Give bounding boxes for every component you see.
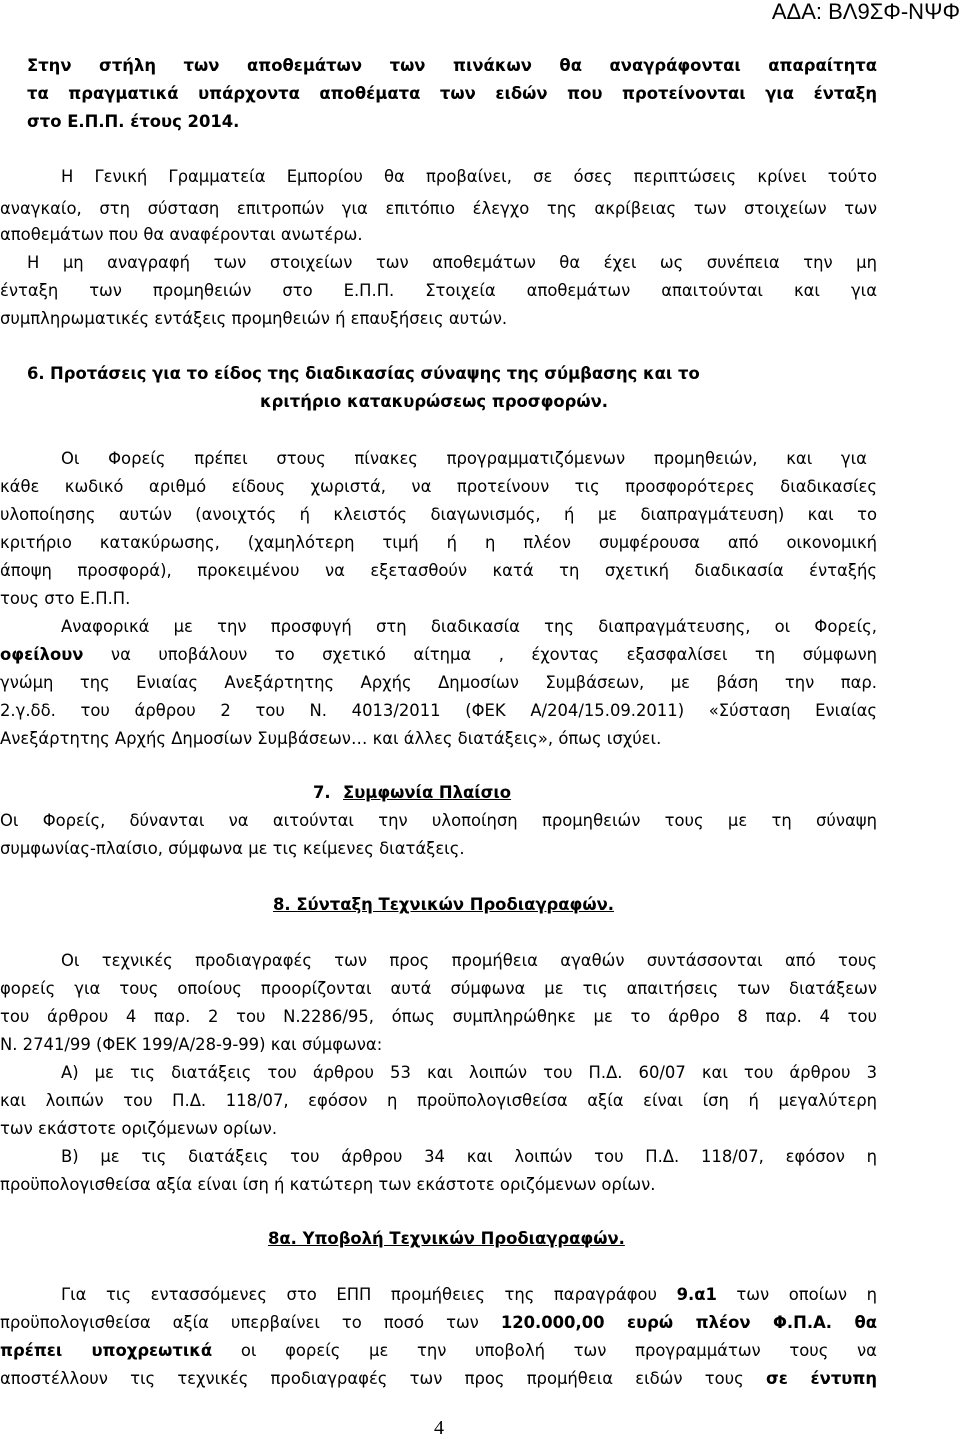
intro-line: τα πραγματικά υπάρχοντα αποθέματα των ειδών που προτείνονται για ένταξη [27,84,877,103]
paragraph-line: υλοποίησης αυτών (ανοιχτός ή κλειστός διαγωνισμός, ή με διαπραγμάτευση) και το [0,505,877,524]
paragraph-line: τους στο Ε.Π.Π. [0,589,131,608]
paragraph-line: αποθεμάτων που θα αναφέρονται ανωτέρω. [0,225,363,244]
paragraph-line: Οι Φορείς, δύνανται να αιτούνται την υλοποίηση προμηθειών τους με τη σύναψη [0,811,877,830]
section-8-heading: 8. Σύνταξη Τεχνικών Προδιαγραφών. [273,895,614,914]
paragraph-line: γνώμη της Ενιαίας Ανεξάρτητης Αρχής Δημοσίων Συμβάσεων, με βάση την παρ. [0,673,877,692]
paragraph-line: Οι τεχνικές προδιαγραφές των προς προμήθεια αγαθών συντάσσονται από τους [61,951,877,970]
section-number: 7. [313,783,331,802]
paragraph-line: Β) με τις διατάξεις του άρθρου 34 και λοιπών του Π.Δ. 118/07, εφόσον η [61,1147,877,1166]
section-number: 6. [27,364,45,383]
paragraph-line: Η Γενική Γραμματεία Εμπορίου θα προβαίνει, σε όσες περιπτώσεις κρίνει τούτο [61,167,877,186]
page-number: 4 [434,1417,444,1439]
paragraph-line: άποψη προσφορά), προκειμένου να εξετασθούν κατά τη σχετική διαδικασία ένταξής [0,561,877,580]
paragraph-line: συμπληρωματικές εντάξεις προμηθειών ή επαυξήσεις αυτών. [0,309,508,328]
paragraph-line: Ανεξάρτητης Αρχής Δημοσίων Συμβάσεων… και άλλες διατάξεις», όπως ισχύει. [0,729,662,748]
paragraph-line: οφείλουν να υποβάλουν το σχετικό αίτημα , έχοντας εξασφαλίσει τη σύμφωνη [0,645,877,664]
paragraph-line: κάθε κωδικό αριθμό είδους χωριστά, να προτείνουν τις προσφορότερες διαδικασίες [0,477,877,496]
paragraph-line: αποστέλλουν τις τεχνικές προδιαγραφές των προς προμήθεια ειδών τους σε έντυπη [0,1369,877,1388]
paragraph-line: προϋπολογισθείσα αξία υπερβαίνει το ποσό των 120.000,00 ευρώ πλέον Φ.Π.Α. θα [0,1313,878,1332]
paragraph-line: Α) με τις διατάξεις του άρθρου 53 και λοιπών του Π.Δ. 60/07 και του άρθρου 3 [61,1063,877,1082]
section-title: κριτήριο κατακυρώσεως προσφορών. [260,392,609,411]
paragraph-line: Ν. 2741/99 (ΦΕΚ 199/Α/28-9-99) και σύμφωνα: [0,1035,383,1054]
paragraph-line: του άρθρου 4 παρ. 2 του Ν.2286/95, όπως συμπληρώθηκε με το άρθρο 8 παρ. 4 του [0,1007,877,1026]
intro-line: στο Ε.Π.Π. έτους 2014. [27,112,240,131]
paragraph-line: φορείς για τους οποίους προορίζονται αυτά σύμφωνα με τις απαιτήσεις των διατάξεων [0,979,877,998]
paragraph-line: προϋπολογισθείσα αξία είναι ίση ή κατώτερη των εκάστοτε οριζόμενων ορίων. [0,1175,656,1194]
section-8a-heading: 8α. Υποβολή Τεχνικών Προδιαγραφών. [268,1229,625,1248]
paragraph-line: πρέπει υποχρεωτικά οι φορείς με την υποβολή των προγραμμάτων τους να [0,1341,877,1360]
ada-code: ΑΔΑ: ΒΛ9ΣΦ-ΝΨΦ [771,0,960,24]
paragraph-line: ένταξη των προμηθειών στο Ε.Π.Π. Στοιχεία αποθεμάτων απαιτούνται και για [0,281,877,300]
section-title: Προτάσεις για το είδος της διαδικασίας σύναψης της σύμβασης και το [50,364,700,383]
paragraph-line: Οι Φορείς πρέπει στους πίνακες προγραμματιζόμενων προμηθειών, και για [61,449,867,468]
paragraph-line: των εκάστοτε οριζόμενων ορίων. [0,1119,278,1138]
paragraph-line: Η μη αναγραφή των στοιχείων των αποθεμάτων θα έχει ως συνέπεια την μη [27,253,877,272]
paragraph-line: Αναφορικά με την προσφυγή στη διαδικασία της διαπραγμάτευσης, οι Φορείς, [61,617,877,636]
paragraph-line: 2.γ.δδ. του άρθρου 2 του Ν. 4013/2011 (ΦΕΚ Α/204/15.09.2011) «Σύσταση Ενιαίας [0,701,877,720]
paragraph-line: Για τις εντασσόμενες στο ΕΠΠ προμήθειες της παραγράφου 9.α1 των οποίων η [61,1285,877,1304]
paragraph-line: και λοιπών του Π.Δ. 118/07, εφόσον η προϋπολογισθείσα αξία είναι ίση ή μεγαλύτερη [0,1091,877,1110]
paragraph-line: συμφωνίας-πλαίσιο, σύμφωνα με τις κείμενες διατάξεις. [0,839,465,858]
section-title: Συμφωνία Πλαίσιο [343,783,512,802]
intro-line: Στην στήλη των αποθεμάτων των πινάκων θα αναγράφονται απαραίτητα [27,56,877,75]
paragraph-line: κριτήριο κατακύρωσης, (χαμηλότερη τιμή ή η πλέον συμφέρουσα από οικονομική [0,533,877,552]
paragraph-line: αναγκαίο, στη σύσταση επιτροπών για επιτόπιο έλεγχο της ακρίβειας των στοιχείων των [0,199,877,218]
bold-term: οφείλουν [0,645,84,664]
